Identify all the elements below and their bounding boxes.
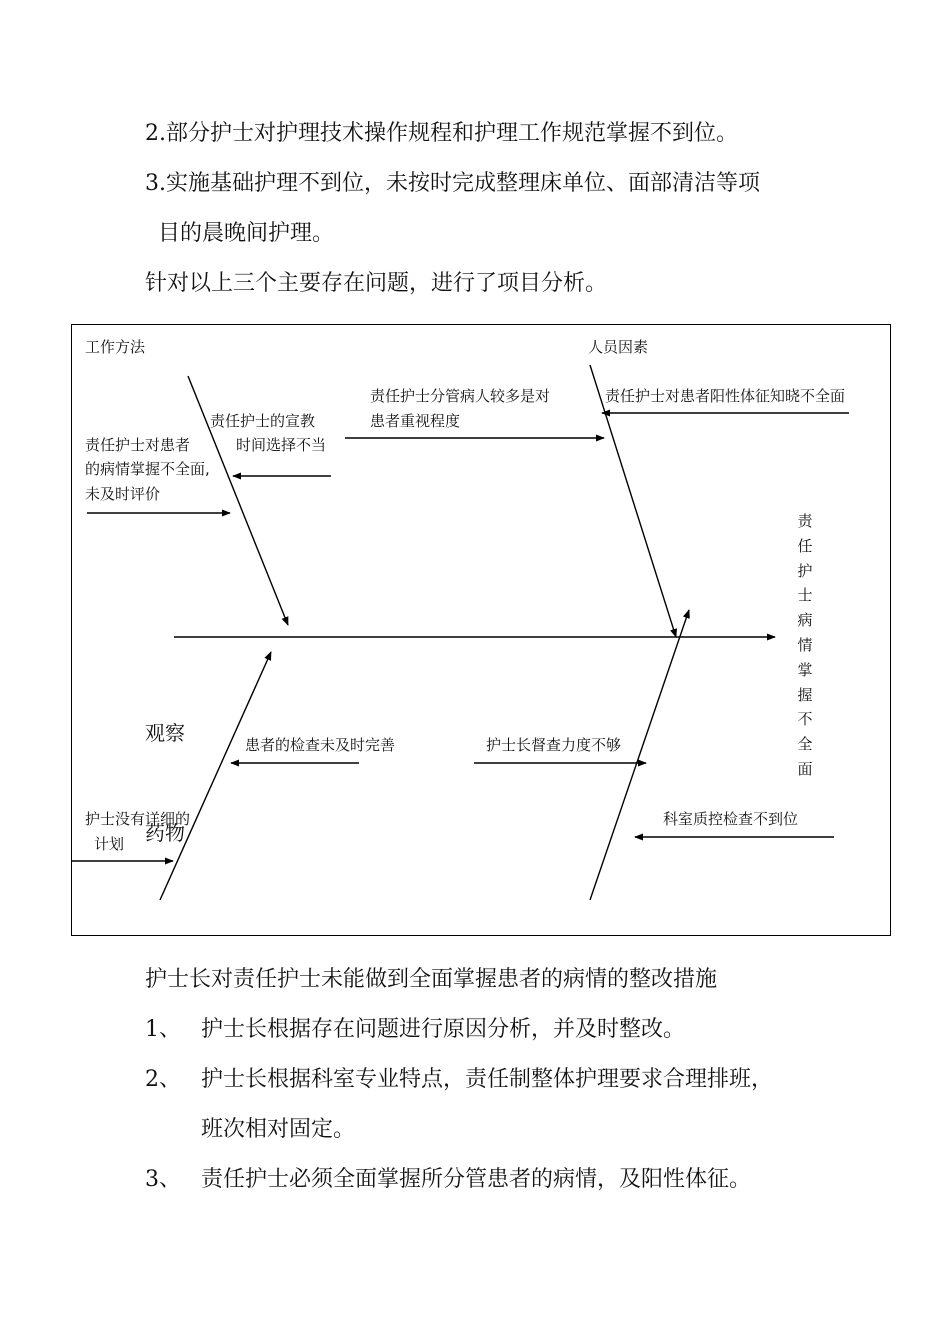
cause-head-label: 护士长督查力度不够	[486, 736, 622, 754]
cause-exam-label: 患者的检查未及时完善	[245, 736, 396, 754]
bone-observe	[160, 652, 271, 900]
measure-2-text-continued: 班次相对固定。	[201, 1117, 356, 1142]
cause-positive-label: 责任护士对患者阳性体征知晓不全面	[605, 387, 846, 405]
intro-line-3-continued: 目的晨晚间护理。	[158, 221, 335, 246]
cause-edu-line-1: 责任护士的宣教	[210, 412, 316, 430]
measure-2-text: 护士长根据科室专业特点，责任制整体护理要求合理排班，	[201, 1067, 774, 1092]
intro-line-4: 针对以上三个主要存在问题，进行了项目分析。	[145, 271, 608, 296]
measure-3-number: 3、	[145, 1167, 181, 1192]
intro-line-2: 2.部分护士对护理技术操作规程和护理工作规范掌握不到位。	[145, 121, 738, 146]
measure-1-number: 1、	[145, 1017, 181, 1042]
fishbone-lines	[72, 325, 892, 937]
cause-patient-line-2: 的病情掌握不全面,	[85, 460, 210, 478]
cause-patient-line-3: 未及时评价	[85, 485, 161, 503]
cause-many-line-1: 责任护士分管病人较多是对	[370, 387, 551, 405]
cause-edu-line-2: 时间选择不当	[236, 436, 327, 454]
cause-plan-line-1: 护士没有详细的	[85, 810, 191, 828]
category-method-label: 工作方法	[85, 338, 146, 356]
cause-plan-line-2: 计划	[94, 835, 125, 853]
category-observe-label: 观察	[145, 721, 185, 745]
cause-quality-label: 科室质控检查不到位	[663, 810, 799, 828]
effect-label: 责任护士病情掌握不全面	[797, 512, 813, 778]
measure-3-text: 责任护士必须全面掌握所分管患者的病情，及阳性体征。	[201, 1167, 752, 1192]
category-drug-label: 药物	[145, 821, 185, 845]
category-people-label: 人员因素	[588, 338, 649, 356]
measure-2-number: 2、	[145, 1067, 181, 1092]
fishbone-diagram	[71, 324, 891, 936]
cause-patient-line-1: 责任护士对患者	[85, 436, 191, 454]
measures-title: 护士长对责任护士未能做到全面掌握患者的病情的整改措施	[145, 967, 718, 992]
intro-line-3: 3.实施基础护理不到位，未按时完成整理床单位、面部清洁等项	[145, 171, 760, 196]
measure-1-text: 护士长根据存在问题进行原因分析，并及时整改。	[201, 1017, 686, 1042]
cause-many-line-2: 患者重视程度	[370, 412, 461, 430]
